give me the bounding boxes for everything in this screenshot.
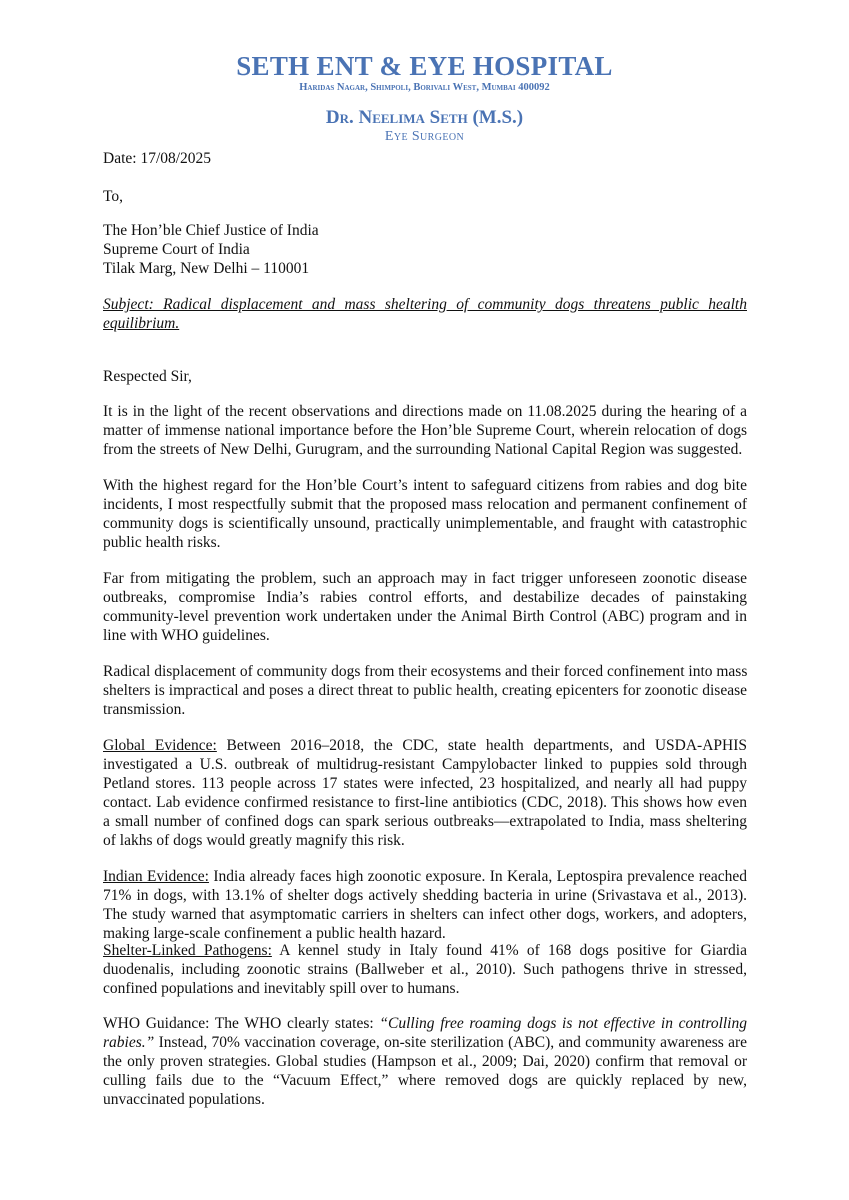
hospital-name: SETH ENT & EYE HOSPITAL	[236, 51, 613, 81]
salutation: Respected Sir,	[103, 368, 192, 385]
subject-line: Subject: Radical displacement and mass sheltering of community dogs threatens public health	[103, 296, 747, 313]
paragraph-line: shelters is impractical and poses a direct threat to public health, creating epicenters for zoonotic disease	[103, 682, 747, 699]
paragraph-line: matter of immense national importance before the Hon’ble Supreme Court, wherein relocation of dogs	[103, 422, 747, 439]
paragraph-line: transmission.	[103, 701, 186, 718]
paragraph-line: line with WHO guidelines.	[103, 627, 270, 644]
paragraph-line: It is in the light of the recent observations and directions made on 11.08.2025 during the hearing of a	[103, 403, 747, 420]
hospital-address: Haridas Nagar, Shimpoli, Borivali West, Mumbai 400092	[299, 82, 550, 93]
paragraph-line: Petland stores. 113 people across 17 states were infected, 23 hospitalized, and nearly all had puppy	[103, 775, 747, 792]
letter-date: Date: 17/08/2025	[103, 150, 212, 167]
section-heading-global-evidence: Global Evidence:	[103, 737, 217, 754]
paragraph-line: unvaccinated populations.	[103, 1091, 265, 1108]
paragraph-line: the only proven strategies. Global studies (Hampson et al., 2009; Dai, 2020) confirm that removal or	[103, 1053, 747, 1070]
paragraph-text: WHO Guidance: The WHO clearly states:	[103, 1015, 380, 1032]
paragraph-line: making large-scale confinement a public health hazard.	[103, 925, 446, 942]
paragraph-line: 71% in dogs, with 13.1% of shelter dogs actively shedding bacteria in urine (Srivastava et al., 2013).	[103, 887, 747, 904]
paragraph-text: A kennel study in Italy found 41% of 168 dogs positive for Giardia	[271, 942, 747, 959]
paragraph-line: community-level prevention work undertaken under the Animal Birth Control (ABC) program and in	[103, 608, 747, 625]
paragraph-line: confined populations and inevitably spill over to humans.	[103, 980, 460, 997]
who-quote: “Culling free roaming dogs is not effective in controlling	[379, 1015, 747, 1032]
paragraph-line: outbreaks, compromise India’s rabies control efforts, and destabilize decades of painstaking	[103, 589, 747, 606]
paragraph-text: Between 2016–2018, the CDC, state health departments, and USDA-APHIS	[216, 737, 747, 754]
recipient-line: Tilak Marg, New Delhi – 110001	[103, 260, 310, 277]
paragraph-line: investigated a U.S. outbreak of multidrug-resistant Campylobacter linked to puppies sold through	[103, 756, 747, 773]
paragraph-line: Radical displacement of community dogs from their ecosystems and their forced confinement into mass	[103, 663, 748, 680]
paragraph-line: public health risks.	[103, 534, 221, 551]
paragraph-line: a small number of confined dogs can spark serious outbreaks—extrapolated to India, mass sheltering	[103, 813, 747, 830]
paragraph-line	[103, 1033, 747, 1052]
recipient-line: The Hon’ble Chief Justice of India	[103, 222, 319, 239]
paragraph-text: India already faces high zoonotic exposure. In Kerala, Leptospira prevalence reached	[208, 868, 747, 885]
paragraph-line	[103, 867, 747, 886]
doctor-title: Eye Surgeon	[384, 129, 465, 144]
paragraph-line: from the streets of New Delhi, Gurugram, and the surrounding National Capital Region was suggested.	[103, 441, 743, 458]
paragraph-line: contact. Lab evidence confirmed resistance to first-line antibiotics (CDC, 2018). This shows how even	[103, 794, 747, 811]
paragraph-line: of lakhs of dogs would greatly magnify this risk.	[103, 832, 405, 849]
paragraph-line: incidents, I most respectfully submit that the proposed mass relocation and permanent confinement of	[103, 496, 747, 513]
doctor-name: Dr. Neelima Seth (M.S.)	[325, 107, 524, 128]
paragraph-line: Far from mitigating the problem, such an approach may in fact trigger unforeseen zoonotic disease	[103, 570, 747, 587]
to-line: To,	[103, 188, 124, 205]
paragraph-line	[103, 736, 747, 755]
paragraph-line: The study warned that asymptomatic carriers in shelters can infect other dogs, workers, and adopters,	[103, 906, 747, 923]
paragraph-line: community dogs is scientifically unsound, practically unimplementable, and fraught with catastrophic	[103, 515, 747, 532]
section-heading-indian-evidence: Indian Evidence:	[103, 868, 209, 885]
paragraph-text: Instead, 70% vaccination coverage, on-site sterilization (ABC), and community awareness are	[154, 1034, 747, 1051]
subject-line: equilibrium.	[103, 315, 180, 332]
recipient-line: Supreme Court of India	[103, 241, 250, 258]
paragraph-line	[103, 941, 747, 960]
paragraph-line: With the highest regard for the Hon’ble Court’s intent to safeguard citizens from rabies and dog bite	[103, 477, 747, 494]
paragraph-line: duodenalis, including zoonotic strains (Ballweber et al., 2010). Such pathogens thrive in stressed,	[103, 961, 747, 978]
section-heading-shelter-pathogens: Shelter-Linked Pathogens:	[103, 942, 272, 959]
letterhead	[0, 50, 849, 145]
paragraph-line: culling fails due to the “Vacuum Effect,” where removed dogs are quickly replaced by new,	[103, 1072, 747, 1089]
paragraph-line	[103, 1014, 747, 1033]
who-quote: rabies.”	[103, 1034, 155, 1051]
